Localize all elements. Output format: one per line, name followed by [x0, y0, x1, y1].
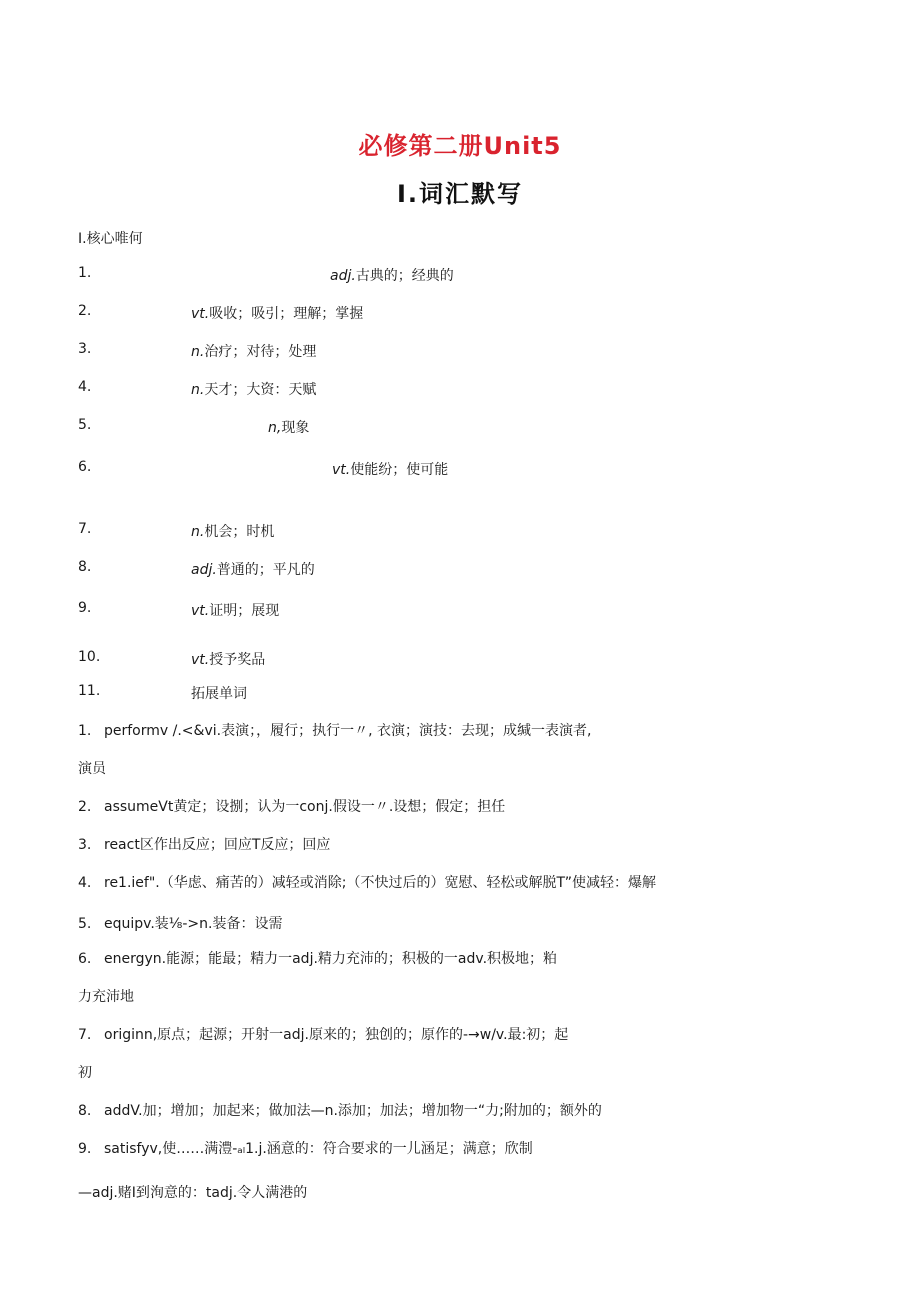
page-title: 必修第二册Unit5	[358, 132, 562, 160]
list-item: 初	[78, 1065, 92, 1081]
item-definition: adj.古典的；经典的	[330, 268, 454, 284]
item-definition: vt.授予奖品	[191, 652, 266, 668]
item-definition: n.机会；时机	[191, 524, 275, 540]
list-item: —adj.赌I到洵意的：tadj.令人满港的	[78, 1185, 308, 1201]
item-number: 8.	[78, 559, 92, 575]
list-item: 8. addV.加；增加；加起来；做加法—n.添加；加法；增加物一“力;附加的；额外的	[78, 1103, 602, 1119]
list-item: 6. energyn.能源；能最；精力一adj.精力充沛的；积极的一adv.积极地；粕	[78, 951, 558, 967]
item-number: 7.	[78, 521, 92, 537]
list-item: 5. equipv.装⅛->n.装备：设需	[78, 916, 283, 932]
item-definition: vt.使能纷；使可能	[332, 462, 449, 478]
item-definition: n,现象	[268, 420, 310, 436]
list-item: 2. assumeVt黄定；设捌；认为一conj.假设一〃.设想；假定；担任	[78, 799, 506, 815]
list-item: 力充沛地	[78, 989, 134, 1005]
list-item: 3. react区作出反应；回应T反应；回应	[78, 837, 331, 853]
list-item: 4. re1.ief".（华虑、痛苦的）减轻或消除;（不快过后的）宽慰、轻松或解脱T”使减轻：爆解	[78, 875, 656, 891]
list-item: 7. originn,原点；起源；开射一adj.原来的；独创的；原作的-→w/v.最:初；起	[78, 1027, 569, 1043]
list-item: 1. performv /.<&vi.表演；，履行；执行一〃, 衣演；演技：去现；成缄一表演者,	[78, 723, 592, 739]
item-number: 9.	[78, 600, 92, 616]
item-definition: vt.吸收；吸引；理解；掌握	[191, 306, 364, 322]
item-definition: n.治疗；对待；处理	[191, 344, 317, 360]
item-number: 6.	[78, 459, 92, 475]
item-definition: 拓展单词	[191, 686, 247, 702]
item-number: 1.	[78, 265, 92, 281]
item-number: 2.	[78, 303, 92, 319]
item-number: 11.	[78, 683, 101, 699]
item-number: 10.	[78, 649, 101, 665]
section-heading: I.词汇默写	[396, 180, 524, 208]
item-number: 5.	[78, 417, 92, 433]
subsection-heading: I.核心唯何	[78, 231, 143, 247]
item-number: 4.	[78, 379, 92, 395]
item-definition: vt.证明；展现	[191, 603, 280, 619]
list-item: 9. satisfyv,使……满澧-ₐₗ1.j.涵意的：符合要求的一儿涵足；满意；欣制	[78, 1141, 533, 1157]
item-number: 3.	[78, 341, 92, 357]
item-definition: n.天才；大资：天赋	[191, 382, 317, 398]
list-item: 演员	[78, 761, 106, 777]
item-definition: adj.普通的；平凡的	[191, 562, 315, 578]
